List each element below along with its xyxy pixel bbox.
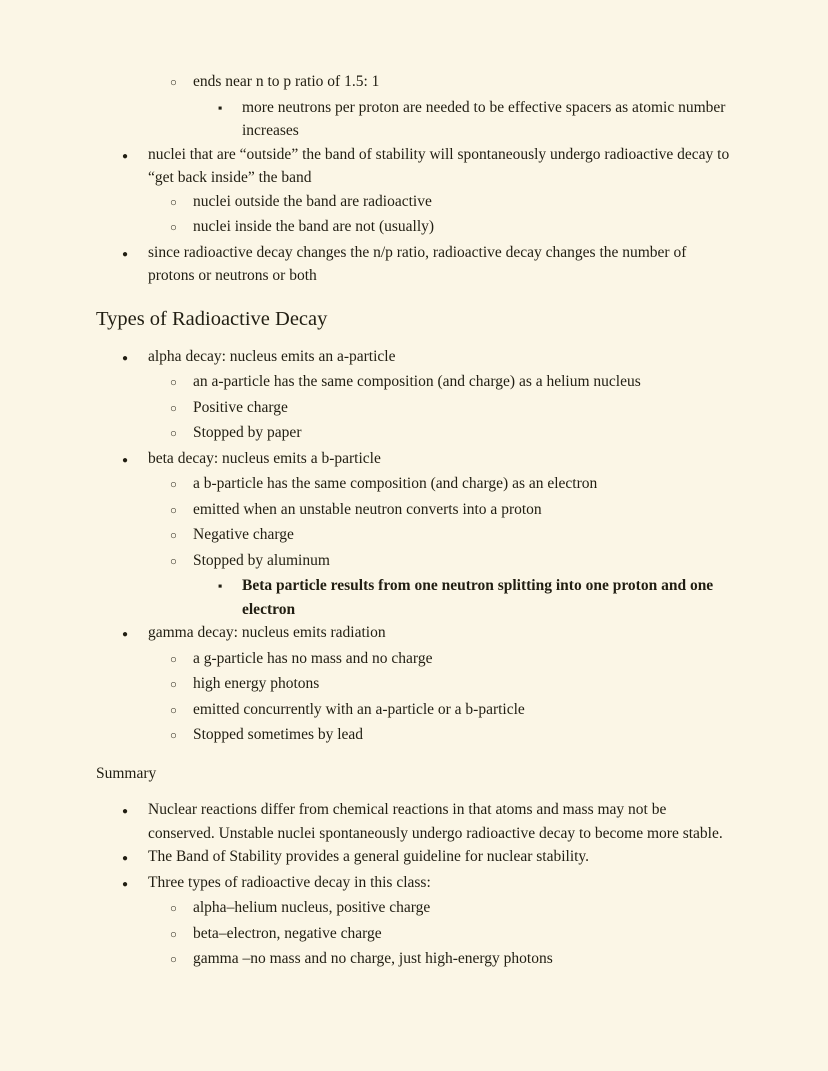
list-item-text: Stopped by aluminum	[193, 551, 330, 569]
list-item-text: a g-particle has no mass and no charge	[193, 649, 433, 667]
list-item-level-3	[96, 96, 732, 143]
document-body	[96, 70, 732, 973]
list-item-level-2	[96, 370, 732, 396]
list-item-level-2	[96, 947, 732, 973]
circle-bullet-icon: ○	[170, 730, 177, 742]
list-item-text: emitted concurrently with an a-particle or a b-particle	[193, 700, 525, 718]
list-item-level-2	[96, 498, 732, 524]
list-item-level-2	[96, 215, 732, 241]
list-item-level-1	[96, 621, 732, 647]
list-item-level-1	[96, 798, 732, 845]
list-item-level-1	[96, 345, 732, 371]
list-item-level-2	[96, 723, 732, 749]
list-item-text: alpha decay: nucleus emits an a-particle	[148, 347, 396, 365]
circle-bullet-icon: ○	[170, 530, 177, 542]
list-item-text: Stopped by paper	[193, 424, 302, 441]
list-item-level-1	[96, 241, 732, 288]
list-item-level-2	[96, 472, 732, 498]
list-item-text: Stopped sometimes by lead	[193, 726, 364, 743]
list-item-text: gamma –no mass and no charge, just high-energy photons	[193, 950, 553, 967]
list-item-text: Negative charge	[193, 526, 294, 543]
circle-bullet-icon: ○	[170, 377, 177, 389]
disc-bullet-icon: ●	[122, 248, 129, 260]
list-item-text: high energy photons	[193, 675, 320, 692]
list-item-level-2	[96, 672, 732, 698]
list-item-text: since radioactive decay changes the n/p ratio, radioactive decay changes the number of protons or neutrons or both	[148, 243, 687, 284]
disc-bullet-icon: ●	[122, 150, 129, 162]
disc-bullet-icon: ●	[122, 806, 129, 817]
circle-bullet-icon: ○	[170, 479, 177, 491]
disc-bullet-icon: ●	[122, 454, 129, 466]
circle-bullet-icon: ○	[170, 704, 177, 717]
list-item-text: more neutrons per proton are needed to be effective spacers as atomic number increases	[242, 98, 726, 139]
list-item-text: gamma decay: nucleus emits radiation	[148, 624, 386, 641]
list-item-text: beta–electron, negative charge	[193, 924, 382, 942]
list-item-text: emitted when an unstable neutron converts into a proton	[193, 500, 542, 518]
list-item-level-2	[96, 523, 732, 549]
list-item-level-2	[96, 190, 732, 216]
list-item-level-2	[96, 70, 732, 96]
list-item-text: Beta particle results from one neutron splitting into one proton and one electron	[242, 577, 714, 618]
list-item-level-2	[96, 922, 732, 948]
list-item-text: ends near n to p ratio of 1.5: 1	[193, 73, 380, 90]
circle-bullet-icon: ○	[170, 653, 177, 666]
list-item-level-2	[96, 396, 732, 422]
list-item-text: a b-particle has the same composition (and charge) as an electron	[193, 475, 598, 492]
circle-bullet-icon: ○	[170, 428, 177, 440]
list-item-text: Three types of radioactive decay in this class:	[148, 873, 431, 891]
square-bullet-icon: ▪	[218, 579, 223, 593]
circle-bullet-icon: ○	[170, 954, 177, 966]
circle-bullet-icon: ○	[170, 402, 177, 415]
list-item-text: nuclei that are “outside” the band of stability will spontaneously undergo radioactive decay to “get back inside” the band	[148, 145, 730, 186]
list-item-text: nuclei inside the band are not (usually)	[193, 218, 435, 235]
disc-bullet-icon: ●	[122, 878, 129, 890]
list-item-level-2	[96, 421, 732, 447]
list-item-text: nuclei outside the band are radioactive	[193, 192, 432, 210]
list-item-text: alpha–helium nucleus, positive charge	[193, 899, 431, 916]
disc-bullet-icon: ●	[122, 629, 129, 640]
list-item-level-1	[96, 871, 732, 897]
square-bullet-icon: ▪	[218, 100, 223, 115]
disc-bullet-icon: ●	[122, 853, 129, 864]
list-item-text: an a-particle has the same composition (and charge) as a helium nucleus	[193, 373, 641, 390]
circle-bullet-icon: ○	[170, 222, 177, 234]
list-item-level-2	[96, 549, 732, 575]
list-item-level-1	[96, 143, 732, 190]
circle-bullet-icon: ○	[170, 77, 177, 89]
list-item-text: Positive charge	[193, 398, 288, 416]
list-item-text: beta decay: nucleus emits a b-particle	[148, 449, 381, 467]
list-item-level-2	[96, 896, 732, 922]
list-item-level-2	[96, 647, 732, 673]
list-item-level-1	[96, 447, 732, 473]
list-item-text: Nuclear reactions differ from chemical reactions in that atoms and mass may not be conserved. Unstable nuclei spontaneously undergo radioactive decay to become more stable.	[148, 801, 723, 842]
paragraph: Summary	[96, 764, 157, 782]
list-item-text: The Band of Stability provides a general guideline for nuclear stability.	[148, 848, 590, 865]
circle-bullet-icon: ○	[170, 555, 177, 568]
circle-bullet-icon: ○	[170, 903, 177, 915]
list-item-level-3	[96, 574, 732, 621]
circle-bullet-icon: ○	[170, 679, 177, 691]
list-item-level-1	[96, 845, 732, 871]
circle-bullet-icon: ○	[170, 504, 177, 517]
list-item-level-2	[96, 698, 732, 724]
section-heading: Types of Radioactive Decay	[96, 307, 328, 330]
circle-bullet-icon: ○	[170, 196, 177, 209]
circle-bullet-icon: ○	[170, 928, 177, 941]
disc-bullet-icon: ●	[122, 352, 129, 364]
